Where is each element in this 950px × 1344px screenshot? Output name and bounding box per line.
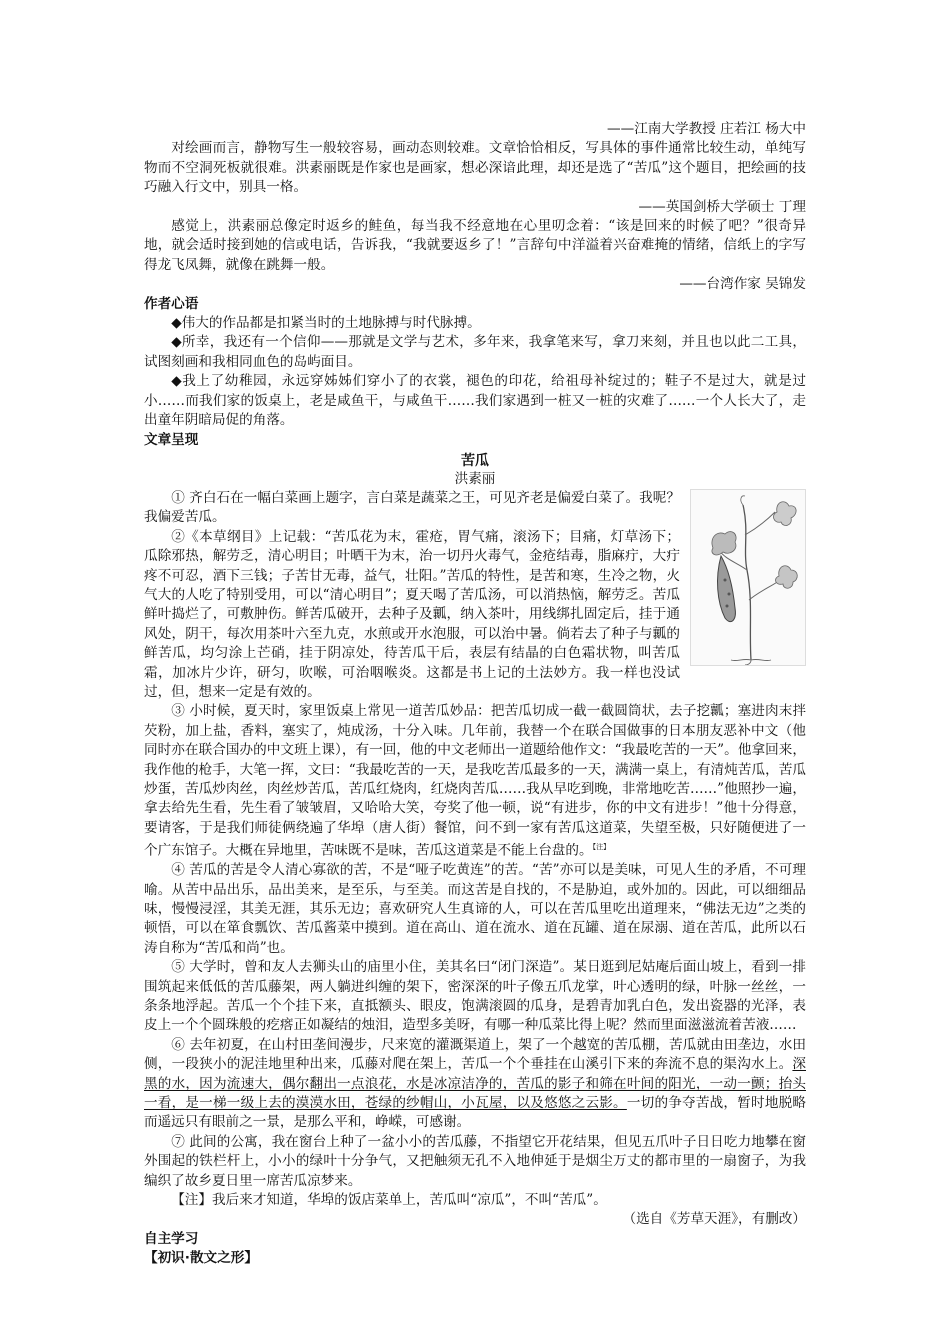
article-paragraph-7: ⑦ 此间的公寓，我在窗台上种了一盆小小的苦瓜藤，不指望它开花结果，但见五爪叶子日日吃力地攀在窗外围起的铁栏杆上，小小的绿叶十分争气，又把触须无孔不入地伸延于是烟尘万丈的都市里的一扇窗子，为我编织了故乡夏日里一席苦瓜凉梦来。	[144, 1133, 806, 1189]
author-words-item-2: ◆所幸，我还有一个信仰——那就是文学与艺术，多年来，我拿笔来写，拿刀来刻，并且也以此二工具，试图刻画和我相同血色的岛屿面目。	[144, 334, 806, 370]
article-note: 【注】我后来才知道，华埠的饭店菜单上，苦瓜叫“凉瓜”，不叫“苦瓜”。	[171, 1192, 607, 1209]
article-paragraph-1: ① 齐白石在一幅白菜画上题字，言白菜是蔬菜之王，可见齐老是偏爱白菜了。我呢？我偏爱苦瓜。	[144, 489, 680, 526]
comment-source-3: ——台湾作家 吴锦发	[679, 276, 806, 293]
document-page	[144, 120, 806, 1269]
note-mark: 【注】	[592, 843, 611, 852]
author-words-item-3: ◆我上了幼稚园，永远穿姊姊们穿小了的衣裳，褪色的印花，给祖母补绽过的；鞋子不是过大，就是过小……而我们家的饭桌上，老是咸鱼干，与咸鱼干……我们家遇到一桩又一桩的灾难了……一个人长大了，走出童年阴暗局促的角落。	[144, 373, 806, 429]
bitter-melon-sketch-icon	[690, 489, 806, 666]
comment-source-2: ——英国剑桥大学硕士 丁理	[638, 198, 806, 215]
author-words-heading: 作者心语	[144, 295, 199, 312]
article-paragraph-6-text-b: 一切的争夺苦战，暂时地脱略而遥远只有眼前之一景，是那么平和，峥嵘，可感谢。	[144, 1095, 807, 1131]
article-title: 苦瓜	[461, 452, 489, 469]
article-paragraph-3	[144, 702, 806, 861]
comment-text-3: 感觉上，洪素丽总像定时返乡的鲑鱼，每当我不经意地在心里叨念着：“该是回来的时候了吧？”很奇异地，就会适时接到她的信或电话，告诉我，“我就要返乡了！”言辞句中洋溢着兴奋难掩的情绪，信纸上的字写得龙飞凤舞，就像在跳舞一般。	[144, 218, 806, 273]
article-paragraph-3-text: ③ 小时候，夏天时，家里饭桌上常见一道苦瓜妙品：把苦瓜切成一截一截圆筒状，去子挖瓤；塞进肉末拌芡粉，加上盐，香料，塞实了，炖成汤，十分入味。几年前，我替一个在联合国做事的日本朋友恶补中文（他同时亦在联合国办的中文班上课），有一回，他的中文老师出一道题给他作文：“我最吃苦的一天”。他拿回来，我作他的枪手，大笔一挥，文曰：“我最吃苦的一天，是我吃苦瓜最多的一天，满满一桌上，有清炖苦瓜，苦瓜炒蛋，苦瓜炒肉丝，肉丝炒苦瓜，苦瓜红烧肉，红烧肉苦瓜……我从早吃到晚，非常地吃苦……”他照抄一遍，拿去给先生看，先生看了皱皱眉，又哈哈大笑，夸奖了他一顿，说“有进步，你的中文有进步！”他十分得意，要请客，于是我们师徒俩绕遍了华埠（唐人街）餐馆，问不到一家有苦瓜这道菜，失望至极，只好随便进了一个广东馆子。大概在异地里，苦味既不是味，苦瓜这道菜是不能上台盘的。	[144, 703, 806, 859]
article-paragraph-4: ④ 苦瓜的苦是令人清心寡欲的苦，不是“哑子吃黄连”的苦。“苦”亦可以是美味，可见人生的矛盾，不可理喻。从苦中品出乐，品出美来，是至乐，与至美。而这苦是自找的，不是胁迫，或外加的。因此，可以细细品味，慢慢浸淫，其美无涯，其乐无边；喜欢研究人生真谛的人，可以在苦瓜里吃出道理来，“佛法无边”之类的顿悟，可以在箪食瓢饮、苦瓜酱菜中摸到。道在高山、道在流水、道在瓦罐、道在尿溺、道在苦瓜，此所以石涛自称为“苦瓜和尚”也。	[144, 862, 806, 956]
article-paragraph-2: ②《本草纲目》上记载：“苦瓜花为末，霍疮，胃气痛，滚汤下；目痛，灯草汤下；瓜除邪热，解劳乏，清心明目；叶晒干为末，治一切丹火毒气，金疮结毒，脂麻疔，大疔疼不可忍，酒下三钱；子苦甘无毒，益气，壮阳。”苦瓜的特性，是苦和寒，生冷之物，火气大的人吃了特别受用，可以“清心明目”；夏天喝了苦瓜汤，可以消热恼，解劳乏。苦瓜鲜叶捣烂了，可敷肿伤。鲜苦瓜破开，去种子及瓤，纳入茶叶，用线绑扎固定后，挂于通风处，阴干，每次用茶叶六至九克，水煎或开水泡服，可以治中暑。倘若去了种子与瓤的鲜苦瓜，均匀涂上芒硝，挂于阴凉处，待苦瓜干后，表层有结晶的白色霜状物，叫苦瓜霜，加冰片少许，研匀，吹喉，可治咽喉炎。这都是书上记的土法妙方。我一样也没试过，但，想来一定是有效的。	[144, 528, 680, 700]
author-words-item-1: ◆伟大的作品都是扣紧当时的土地脉搏与时代脉搏。	[171, 315, 481, 332]
article-heading: 文章呈现	[144, 431, 199, 448]
underlined-passage: 深黑的水，因为流速大，偶尔翻出一点浪花，水是冰凉洁净的，苦瓜的影子和筛在叶间的阳光，一动一颤；抬头一看，是一梯一级上去的漠漠水田，苍绿的纱帽山，小瓦屋，以及悠悠之云影。	[144, 1056, 806, 1112]
self-study-heading: 自主学习	[144, 1230, 199, 1247]
article-paragraph-6	[144, 1036, 806, 1133]
comment-source-1: ——江南大学教授 庄若江 杨大中	[607, 121, 806, 137]
article-source: （选自《芳草天涯》，有删改）	[622, 1211, 806, 1228]
comment-text-2: 对绘画而言，静物写生一般较容易，画动态则较难。文章恰恰相反，写具体的事件通常比较生动，单纯写物而不空洞死板就很难。洪素丽既是作家也是画家，想必深谙此理，却还是选了“苦瓜”这个题目，把绘画的技巧融入行文中，别具一格。	[144, 140, 806, 196]
article-author: 洪素丽	[454, 470, 496, 487]
article-paragraph-6-text-a: ⑥ 去年初夏，在山村田垄间漫步，尺来宽的灌溉渠道上，架了一个越宽的苦瓜棚，苦瓜就由田垄边，水田侧，一段狭小的泥洼地里种出来，瓜藤对爬在架上，苦瓜一个个垂挂在山溪引下来的奔流不息的渠沟水上。	[144, 1036, 806, 1073]
self-study-subheading: 【初识·散文之形】	[144, 1250, 258, 1267]
article-paragraph-5: ⑤ 大学时，曾和友人去狮头山的庙里小住，美其名曰“闭门深造”。某日逛到尼姑庵后面山坡上，看到一排围筑起来低低的苦瓜藤架，两人躺进纠缠的架下，密深深的叶子像五爪龙掌，叶心透明的绿，叶脉一丝丝，一条条地浮起。苦瓜一个个挂下来，直抵额头、眼皮，饱满滚圆的瓜身，是碧青加乳白色，发出瓷器的光泽，表皮上一个个圆珠般的疙瘩正如凝结的烛泪，造型多美呀，有哪一种瓜菜比得上呢？然而里面滋滋流着苦液……	[144, 959, 806, 1034]
